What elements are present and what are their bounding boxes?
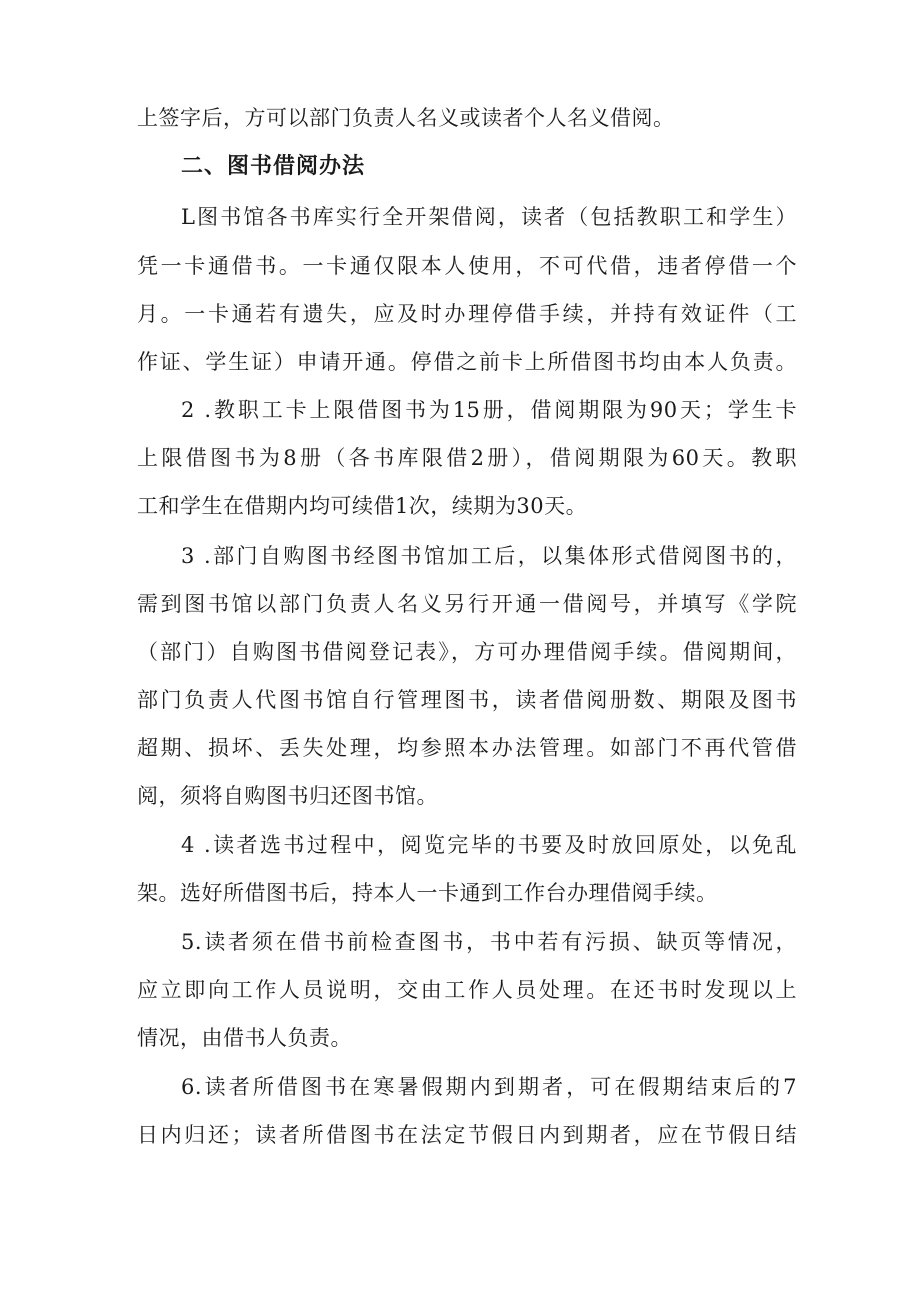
paragraph-line: 5.读者须在借书前检查图书，书中若有污损、缺页等情况， (181, 930, 797, 954)
paragraph-line: 6.读者所借图书在寒暑假期内到期者，可在假期结束后的7 (181, 1075, 797, 1099)
paragraph-line: 上限借图书为8册（各书库限借2册），借阅期限为60天。教职 (137, 446, 797, 470)
paragraph-line: 作证、学生证）申请开通。停借之前卡上所借图书均由本人负责。 (137, 350, 797, 374)
paragraph-line: 月。一卡通若有遗失，应及时办理停借手续，并持有效证件（工 (137, 302, 797, 326)
paragraph-line: 架。选好所借图书后，持本人一卡通到工作台办理借阅手续。 (137, 881, 718, 905)
paragraph-line: 凭一卡通借书。一卡通仅限本人使用，不可代借，违者停借一个 (137, 254, 797, 278)
paragraph-line: （部门）自购图书借阅登记表》，方可办理借阅手续。借阅期间， (137, 640, 797, 664)
paragraph-line: 4 .读者选书过程中，阅览完毕的书要及时放回原处，以免乱 (181, 833, 797, 857)
paragraph-line: 需到图书馆以部门负责人名义另行开通一借阅号，并填写《学院 (137, 592, 797, 616)
paragraph-line: 阅，须将自购图书归还图书馆。 (137, 784, 438, 808)
paragraph-line: 情况，由借书人负责。 (137, 1026, 352, 1050)
paragraph-line: L图书馆各书库实行全开架借阅，读者（包括教职工和学生） (181, 205, 797, 229)
paragraph-line: 部门负责人代图书馆自行管理图书，读者借阅册数、期限及图书 (137, 688, 797, 712)
paragraph-line: 2 .教职工卡上限借图书为15册，借阅期限为90天；学生卡 (181, 398, 797, 422)
paragraph-line: 应立即向工作人员说明，交由工作人员处理。在还书时发现以上 (137, 978, 797, 1002)
paragraph-line: 上签字后，方可以部门负责人名义或读者个人名义借阅。 (137, 106, 675, 130)
paragraph-line: 3 .部门自购图书经图书馆加工后，以集体形式借阅图书的， (181, 544, 797, 568)
paragraph-line: 日内归还；读者所借图书在法定节假日内到期者，应在节假日结 (137, 1123, 797, 1147)
section-heading: 二、图书借阅办法 (181, 154, 366, 179)
paragraph-line: 工和学生在借期内均可续借1次，续期为30天。 (137, 494, 588, 518)
paragraph-line: 超期、损坏、丢失处理，均参照本办法管理。如部门不再代管借 (137, 736, 797, 760)
